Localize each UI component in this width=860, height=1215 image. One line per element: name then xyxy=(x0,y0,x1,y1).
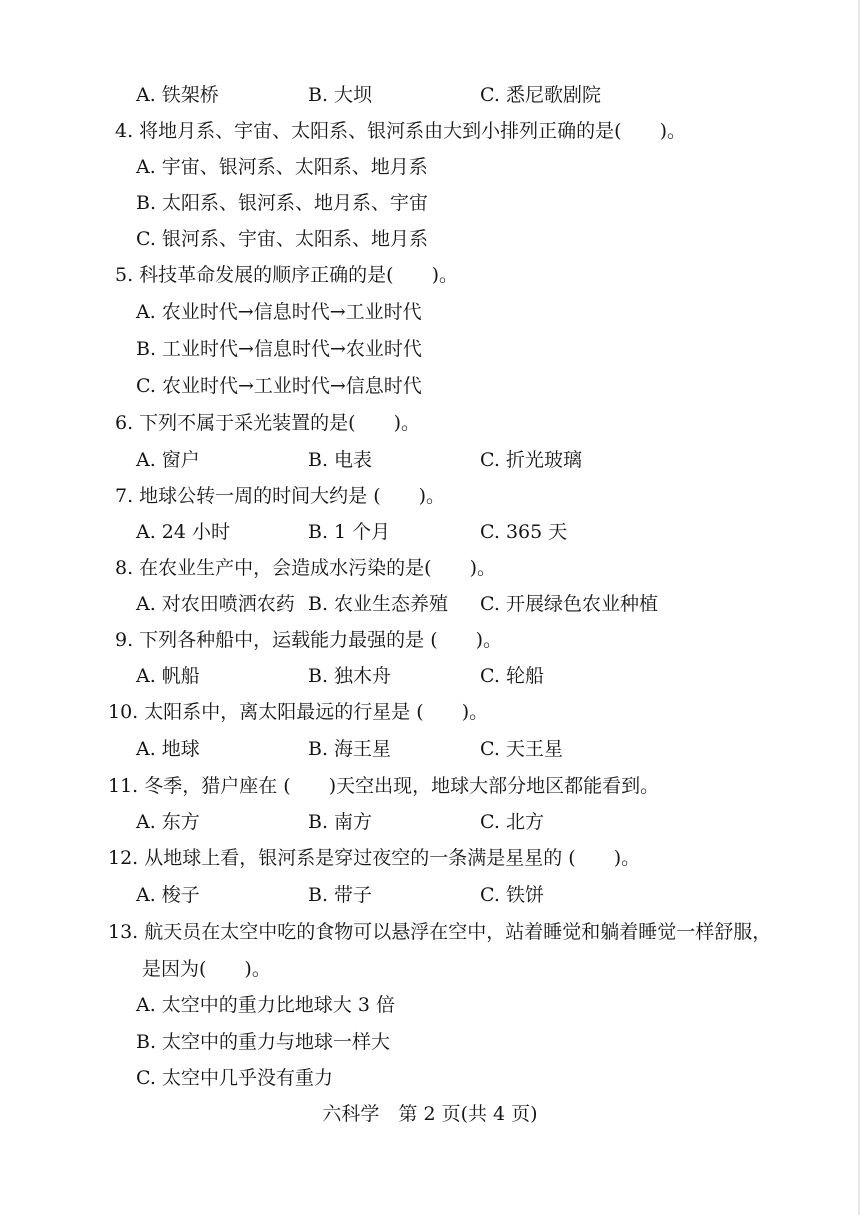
q10-stem: 10. 太阳系中，离太阳最远的行星是 ( )。 xyxy=(108,701,489,723)
q10-option-b: B. 海王星 xyxy=(308,738,392,760)
q7-option-a: A. 24 小时 xyxy=(136,521,231,543)
q3-option-a: A. 铁架桥 xyxy=(136,84,219,106)
q11-option-b: B. 南方 xyxy=(308,811,373,833)
q11-option-a: A. 东方 xyxy=(136,811,200,833)
q12-option-c: C. 铁饼 xyxy=(480,884,544,906)
q12-option-b: B. 带子 xyxy=(308,884,373,906)
q6-option-c: C. 折光玻璃 xyxy=(480,449,582,471)
q9-stem: 9. 下列各种船中，运载能力最强的是 ( )。 xyxy=(115,629,503,651)
q12-stem: 12. 从地球上看，银河系是穿过夜空的一条满是星星的 ( )。 xyxy=(108,847,641,869)
q13-stem-continued: 是因为( )。 xyxy=(142,958,271,980)
q4-option-c: C. 银河系、宇宙、太阳系、地月系 xyxy=(136,228,428,250)
q8-option-a: A. 对农田喷洒农药 xyxy=(136,593,295,615)
q5-option-a: A. 农业时代→信息时代→工业时代 xyxy=(136,301,422,323)
q5-option-c: C. 农业时代→工业时代→信息时代 xyxy=(136,375,422,397)
q11-option-c: C. 北方 xyxy=(480,811,544,833)
q6-option-b: B. 电表 xyxy=(308,449,373,471)
q4-option-b: B. 太阳系、银河系、地月系、宇宙 xyxy=(136,192,429,214)
q9-option-b: B. 独木舟 xyxy=(308,665,392,687)
q7-option-c: C. 365 天 xyxy=(480,521,568,543)
q9-option-a: A. 帆船 xyxy=(136,665,200,687)
q13-option-a: A. 太空中的重力比地球大 3 倍 xyxy=(136,994,395,1016)
q10-option-c: C. 天王星 xyxy=(480,738,563,760)
q13-option-c: C. 太空中几乎没有重力 xyxy=(136,1067,333,1089)
q8-option-b: B. 农业生态养殖 xyxy=(308,593,449,615)
q4-stem: 4. 将地月系、宇宙、太阳系、银河系由大到小排列正确的是( )。 xyxy=(115,120,686,142)
q8-option-c: C. 开展绿色农业种植 xyxy=(480,593,658,615)
q9-option-c: C. 轮船 xyxy=(480,665,544,687)
q13-stem: 13. 航天员在太空中吃的食物可以悬浮在空中，站着睡觉和躺着睡觉一样舒服， xyxy=(108,921,772,943)
q3-option-b: B. 大坝 xyxy=(308,84,373,106)
q12-option-a: A. 梭子 xyxy=(136,884,200,906)
q7-stem: 7. 地球公转一周的时间大约是 ( )。 xyxy=(115,485,446,507)
q11-stem: 11. 冬季，猎户座在 ( )天空出现，地球大部分地区都能看到。 xyxy=(108,775,660,797)
q7-option-b: B. 1 个月 xyxy=(308,521,391,543)
page-footer: 六科学 第 2 页(共 4 页) xyxy=(322,1103,538,1125)
q5-stem: 5. 科技革命发展的顺序正确的是( )。 xyxy=(115,264,458,286)
q13-option-b: B. 太空中的重力与地球一样大 xyxy=(136,1031,391,1053)
q3-option-c: C. 悉尼歌剧院 xyxy=(480,84,601,106)
q6-stem: 6. 下列不属于采光装置的是( )。 xyxy=(115,412,420,434)
q5-option-b: B. 工业时代→信息时代→农业时代 xyxy=(136,338,422,360)
q6-option-a: A. 窗户 xyxy=(136,449,200,471)
q4-option-a: A. 宇宙、银河系、太阳系、地月系 xyxy=(136,156,428,178)
q10-option-a: A. 地球 xyxy=(136,738,200,760)
q8-stem: 8. 在农业生产中，会造成水污染的是( )。 xyxy=(115,557,496,579)
